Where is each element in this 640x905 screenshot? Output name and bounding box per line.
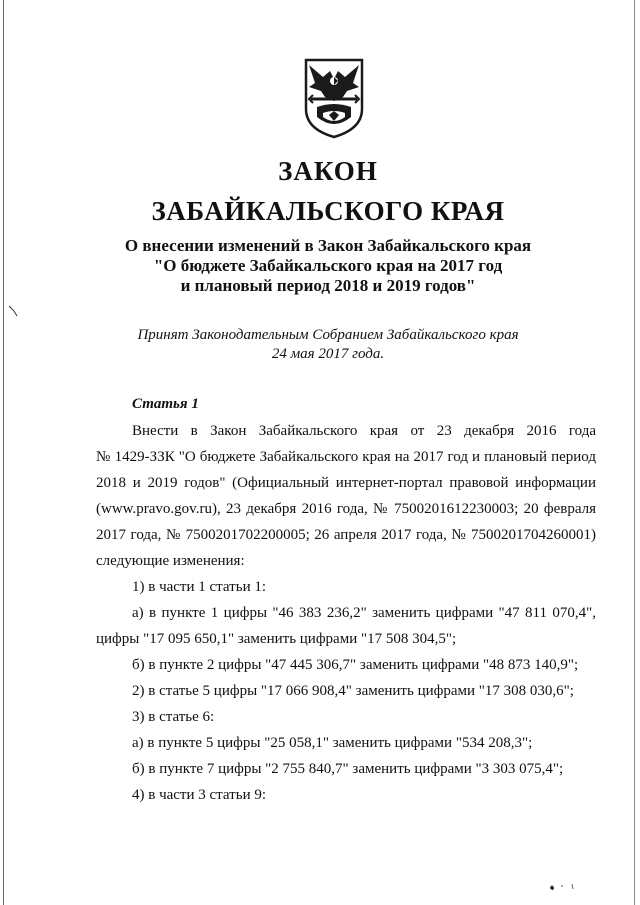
law-title: ЗАКОН <box>278 156 378 186</box>
scan-artifact-dots <box>548 880 578 894</box>
law-region-title: ЗАБАЙКАЛЬСКОГО КРАЯ <box>151 196 505 226</box>
scan-edge-right <box>634 0 635 905</box>
body-line: следующие изменения: <box>96 553 245 569</box>
body-line: а) в пункте 5 цифры "25 058,1" заменить цифрами "534 208,3"; <box>132 735 533 751</box>
body-line: б) в пункте 7 цифры "2 755 840,7" заменить цифрами "3 303 075,4"; <box>132 761 564 777</box>
body-line: 3) в статье 6: <box>132 709 215 725</box>
body-line: № 1429-ЗЗК "О бюджете Забайкальского края на 2017 год и плановый период <box>96 449 596 465</box>
body-line: б) в пункте 2 цифры "47 445 306,7" заменить цифрами "48 873 140,9"; <box>132 657 579 673</box>
body-line: Внести в Закон Забайкальского края от 23 декабря 2016 года <box>132 423 596 439</box>
adoption-date-line: 24 мая 2017 года. <box>271 346 385 362</box>
article-heading: Статья 1 <box>132 396 199 412</box>
coat-of-arms-icon <box>303 57 365 139</box>
body-line: 2017 года, № 7500201702200005; 26 апреля 2017 года, № 7500201704260001) <box>96 527 596 543</box>
body-line: 2) в статье 5 цифры "17 066 908,4" заменить цифрами "17 308 030,6"; <box>132 683 574 699</box>
body-line: а) в пункте 1 цифры "46 383 236,2" заменить цифрами "47 811 070,4", <box>132 605 596 621</box>
adoption-note-line: Принят Законодательным Собранием Забайкальского края <box>137 327 519 343</box>
law-subtitle-line: и плановый период 2018 и 2019 годов" <box>180 276 476 295</box>
body-line: (www.pravo.gov.ru), 23 декабря 2016 года, № 7500201612230003; 20 февраля <box>96 501 596 517</box>
body-line: 1) в части 1 статьи 1: <box>132 579 267 595</box>
body-line: цифры "17 095 650,1" заменить цифрами "17 508 304,5"; <box>96 631 457 647</box>
scan-artifact-mark <box>8 305 18 317</box>
law-subtitle-line: "О бюджете Забайкальского края на 2017 год <box>153 256 503 275</box>
law-subtitle-line: О внесении изменений в Закон Забайкальского края <box>124 236 532 255</box>
scan-edge-left <box>3 0 4 905</box>
body-line: 2018 и 2019 годов" (Официальный интернет-портал правовой информации <box>96 475 596 491</box>
body-line: 4) в части 3 статьи 9: <box>132 787 267 803</box>
